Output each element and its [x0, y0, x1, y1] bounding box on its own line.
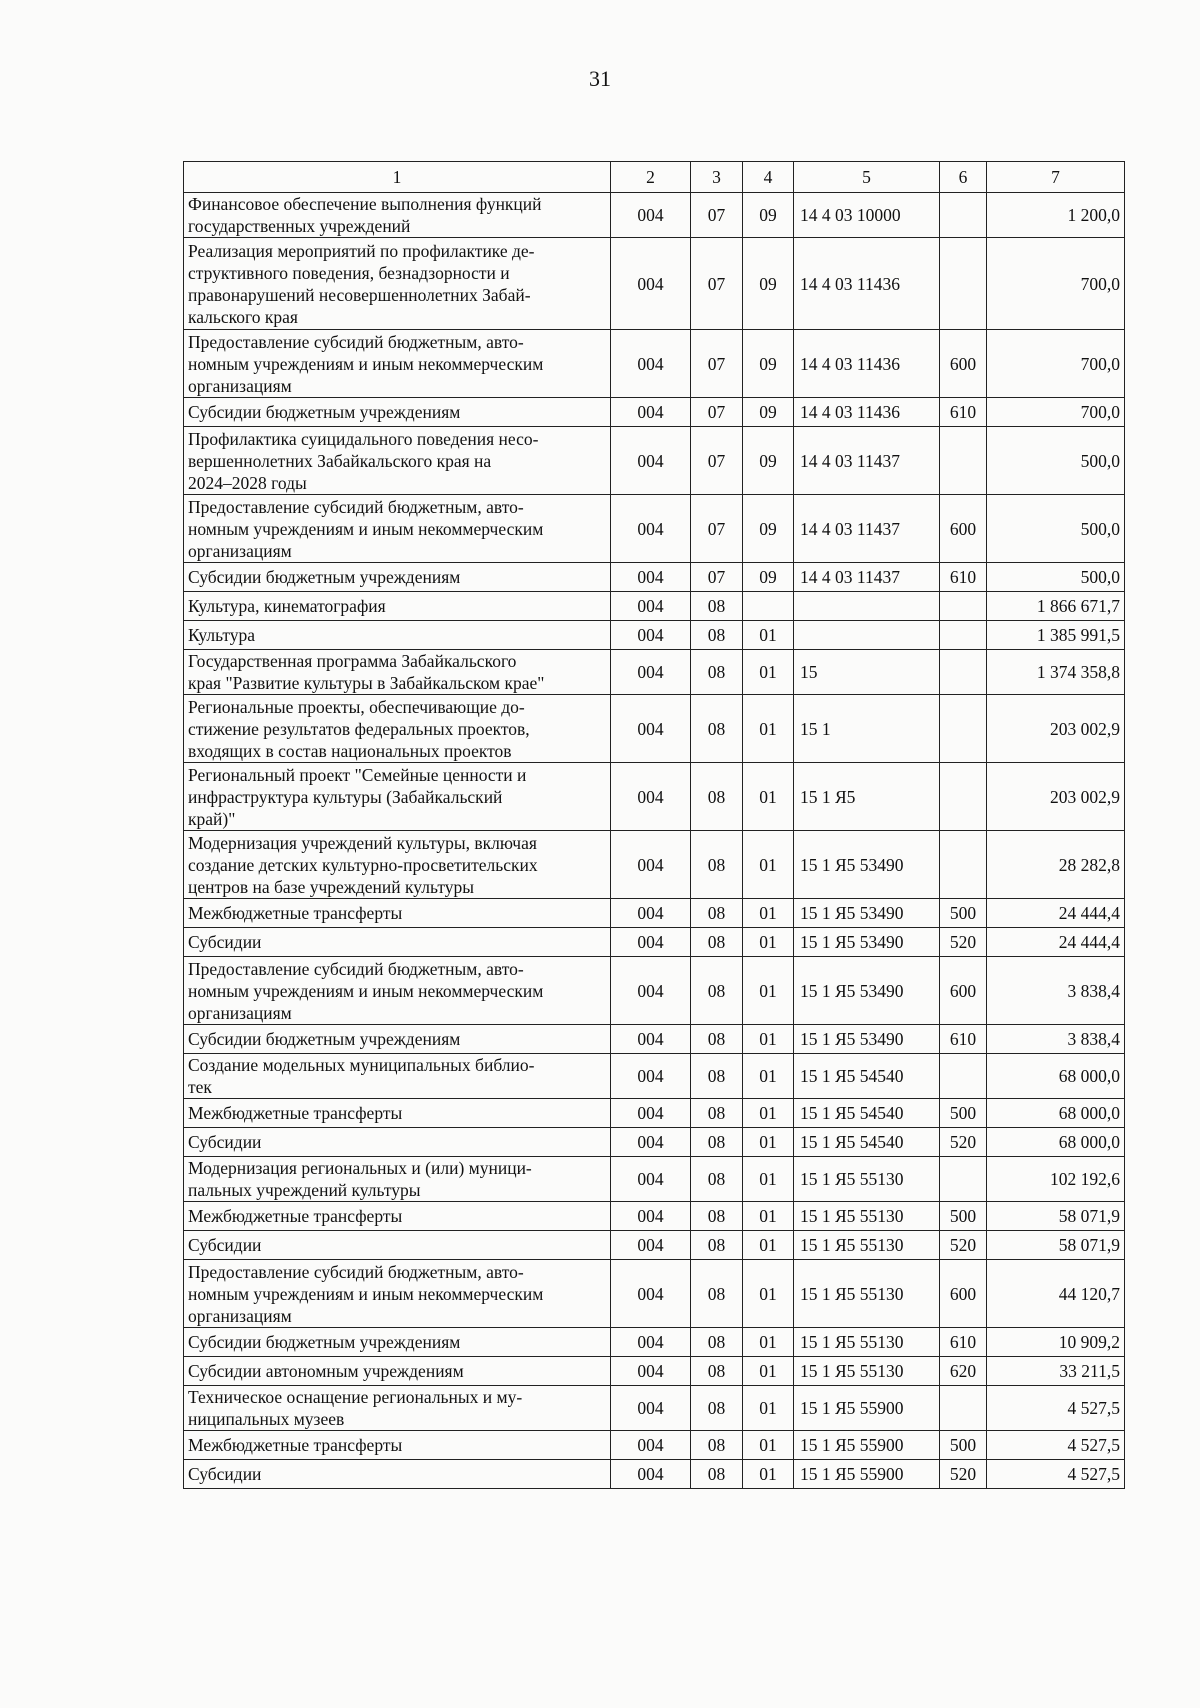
target-article-code-cell: 15 1 Я5 55130 — [794, 1328, 940, 1357]
target-article-code-cell: 14 4 03 11437 — [794, 563, 940, 592]
subsection-code-cell: 09 — [743, 238, 794, 330]
row-description-cell: Культура, кинематография — [184, 592, 611, 621]
amount-cell: 68 000,0 — [987, 1054, 1125, 1099]
ministry-code-cell: 004 — [611, 1357, 691, 1386]
column-header: 6 — [940, 162, 987, 193]
row-description-cell: Субсидии автономным учреждениям — [184, 1357, 611, 1386]
section-code-cell: 08 — [691, 1260, 743, 1328]
target-article-code-cell: 14 4 03 11437 — [794, 427, 940, 495]
target-article-code-cell: 15 1 Я5 55900 — [794, 1386, 940, 1431]
ministry-code-cell: 004 — [611, 592, 691, 621]
subsection-code-cell: 09 — [743, 495, 794, 563]
row-description-cell: Субсидии — [184, 1460, 611, 1489]
target-article-code-cell: 15 1 Я5 54540 — [794, 1099, 940, 1128]
target-article-code-cell: 15 1 Я5 55130 — [794, 1202, 940, 1231]
target-article-code-cell: 15 1 — [794, 695, 940, 763]
ministry-code-cell: 004 — [611, 1202, 691, 1231]
subsection-code-cell: 01 — [743, 695, 794, 763]
expense-type-code-cell: 610 — [940, 398, 987, 427]
row-description-cell: Субсидии бюджетным учреждениям — [184, 398, 611, 427]
expense-type-code-cell — [940, 427, 987, 495]
ministry-code-cell: 004 — [611, 330, 691, 398]
section-code-cell: 08 — [691, 928, 743, 957]
section-code-cell: 08 — [691, 695, 743, 763]
amount-cell: 500,0 — [987, 563, 1125, 592]
expense-type-code-cell: 610 — [940, 1025, 987, 1054]
subsection-code-cell: 01 — [743, 1431, 794, 1460]
section-code-cell: 08 — [691, 1054, 743, 1099]
target-article-code-cell: 14 4 03 11436 — [794, 238, 940, 330]
expense-type-code-cell: 520 — [940, 928, 987, 957]
target-article-code-cell: 15 1 Я5 55900 — [794, 1431, 940, 1460]
target-article-code-cell — [794, 592, 940, 621]
target-article-code-cell: 15 1 Я5 — [794, 763, 940, 831]
amount-cell: 500,0 — [987, 495, 1125, 563]
row-description-cell: Межбюджетные трансферты — [184, 899, 611, 928]
table-row — [184, 1202, 1125, 1231]
target-article-code-cell: 15 1 Я5 53490 — [794, 928, 940, 957]
column-header: 4 — [743, 162, 794, 193]
table-row — [184, 193, 1125, 238]
ministry-code-cell: 004 — [611, 398, 691, 427]
subsection-code-cell: 09 — [743, 427, 794, 495]
ministry-code-cell: 004 — [611, 495, 691, 563]
subsection-code-cell: 01 — [743, 1025, 794, 1054]
expense-type-code-cell: 500 — [940, 1099, 987, 1128]
column-header: 3 — [691, 162, 743, 193]
subsection-code-cell: 09 — [743, 330, 794, 398]
section-code-cell: 08 — [691, 1231, 743, 1260]
ministry-code-cell: 004 — [611, 899, 691, 928]
section-code-cell: 07 — [691, 563, 743, 592]
section-code-cell: 08 — [691, 831, 743, 899]
amount-cell: 500,0 — [987, 427, 1125, 495]
expense-type-code-cell — [940, 763, 987, 831]
expense-type-code-cell: 600 — [940, 330, 987, 398]
table-row — [184, 1260, 1125, 1328]
expense-type-code-cell: 610 — [940, 1328, 987, 1357]
section-code-cell: 08 — [691, 1386, 743, 1431]
expense-type-code-cell — [940, 650, 987, 695]
target-article-code-cell: 15 1 Я5 55130 — [794, 1357, 940, 1386]
row-description-cell: Субсидии — [184, 1231, 611, 1260]
subsection-code-cell: 01 — [743, 1202, 794, 1231]
section-code-cell: 08 — [691, 1202, 743, 1231]
column-header: 2 — [611, 162, 691, 193]
subsection-code-cell: 09 — [743, 193, 794, 238]
subsection-code-cell: 01 — [743, 831, 794, 899]
target-article-code-cell: 14 4 03 11436 — [794, 398, 940, 427]
section-code-cell: 08 — [691, 763, 743, 831]
section-code-cell: 07 — [691, 427, 743, 495]
amount-cell: 44 120,7 — [987, 1260, 1125, 1328]
amount-cell: 4 527,5 — [987, 1460, 1125, 1489]
section-code-cell: 08 — [691, 1025, 743, 1054]
subsection-code-cell: 01 — [743, 1099, 794, 1128]
row-description-cell: Предоставление субсидий бюджетным, авто- номным учреждениям и иным некоммерческим организациям — [184, 495, 611, 563]
table-row — [184, 1025, 1125, 1054]
amount-cell: 68 000,0 — [987, 1099, 1125, 1128]
row-description-cell: Финансовое обеспечение выполнения функций государственных учреждений — [184, 193, 611, 238]
subsection-code-cell: 09 — [743, 563, 794, 592]
target-article-code-cell: 15 1 Я5 53490 — [794, 899, 940, 928]
section-code-cell: 08 — [691, 621, 743, 650]
target-article-code-cell: 15 1 Я5 55130 — [794, 1157, 940, 1202]
ministry-code-cell: 004 — [611, 831, 691, 899]
ministry-code-cell: 004 — [611, 1099, 691, 1128]
subsection-code-cell: 01 — [743, 899, 794, 928]
ministry-code-cell: 004 — [611, 563, 691, 592]
expense-type-code-cell — [940, 592, 987, 621]
row-description-cell: Региональный проект "Семейные ценности и инфраструктура культуры (Забайкальский край)" — [184, 763, 611, 831]
section-code-cell: 08 — [691, 1328, 743, 1357]
section-code-cell: 08 — [691, 957, 743, 1025]
table-row — [184, 1386, 1125, 1431]
table-row — [184, 650, 1125, 695]
ministry-code-cell: 004 — [611, 1054, 691, 1099]
ministry-code-cell: 004 — [611, 650, 691, 695]
section-code-cell: 08 — [691, 1460, 743, 1489]
table-row — [184, 592, 1125, 621]
column-header: 1 — [184, 162, 611, 193]
ministry-code-cell: 004 — [611, 763, 691, 831]
expense-type-code-cell: 500 — [940, 1431, 987, 1460]
expense-type-code-cell — [940, 193, 987, 238]
column-header: 5 — [794, 162, 940, 193]
target-article-code-cell — [794, 621, 940, 650]
row-description-cell: Модернизация региональных и (или) муници- пальных учреждений культуры — [184, 1157, 611, 1202]
row-description-cell: Модернизация учреждений культуры, включая создание детских культурно-просветительских центров на базе учреждений культуры — [184, 831, 611, 899]
expense-type-code-cell: 520 — [940, 1231, 987, 1260]
subsection-code-cell: 01 — [743, 1260, 794, 1328]
amount-cell: 203 002,9 — [987, 763, 1125, 831]
row-description-cell: Предоставление субсидий бюджетным, авто- номным учреждениям и иным некоммерческим организациям — [184, 957, 611, 1025]
expense-type-code-cell: 620 — [940, 1357, 987, 1386]
table-header-row — [184, 162, 1125, 193]
row-description-cell: Субсидии — [184, 928, 611, 957]
table-row — [184, 1054, 1125, 1099]
subsection-code-cell — [743, 592, 794, 621]
ministry-code-cell: 004 — [611, 238, 691, 330]
ministry-code-cell: 004 — [611, 1386, 691, 1431]
table-row — [184, 1357, 1125, 1386]
table-row — [184, 563, 1125, 592]
amount-cell: 24 444,4 — [987, 928, 1125, 957]
ministry-code-cell: 004 — [611, 1328, 691, 1357]
row-description-cell: Реализация мероприятий по профилактике де- структивного поведения, безнадзорности и правонарушений несовершеннолетних Забай- кальского края — [184, 238, 611, 330]
table-row — [184, 427, 1125, 495]
target-article-code-cell: 14 4 03 11437 — [794, 495, 940, 563]
expense-type-code-cell — [940, 695, 987, 763]
section-code-cell: 08 — [691, 592, 743, 621]
ministry-code-cell: 004 — [611, 621, 691, 650]
subsection-code-cell: 01 — [743, 1386, 794, 1431]
section-code-cell: 08 — [691, 1128, 743, 1157]
expense-type-code-cell: 500 — [940, 899, 987, 928]
section-code-cell: 08 — [691, 1357, 743, 1386]
expense-type-code-cell: 520 — [940, 1460, 987, 1489]
amount-cell: 1 374 358,8 — [987, 650, 1125, 695]
section-code-cell: 07 — [691, 238, 743, 330]
table-row — [184, 1128, 1125, 1157]
table-row — [184, 1099, 1125, 1128]
amount-cell: 1 385 991,5 — [987, 621, 1125, 650]
row-description-cell: Предоставление субсидий бюджетным, авто- номным учреждениям и иным некоммерческим организациям — [184, 1260, 611, 1328]
amount-cell: 102 192,6 — [987, 1157, 1125, 1202]
amount-cell: 33 211,5 — [987, 1357, 1125, 1386]
amount-cell: 1 200,0 — [987, 193, 1125, 238]
section-code-cell: 07 — [691, 330, 743, 398]
ministry-code-cell: 004 — [611, 1260, 691, 1328]
amount-cell: 58 071,9 — [987, 1202, 1125, 1231]
table-row — [184, 831, 1125, 899]
row-description-cell: Субсидии — [184, 1128, 611, 1157]
ministry-code-cell: 004 — [611, 1460, 691, 1489]
row-description-cell: Профилактика суицидального поведения несо- вершеннолетних Забайкальского края на 2024–2028 годы — [184, 427, 611, 495]
amount-cell: 68 000,0 — [987, 1128, 1125, 1157]
subsection-code-cell: 01 — [743, 1328, 794, 1357]
row-description-cell: Региональные проекты, обеспечивающие до- стижение результатов федеральных проектов, входящих в состав национальных проектов — [184, 695, 611, 763]
row-description-cell: Техническое оснащение региональных и му- ниципальных музеев — [184, 1386, 611, 1431]
expense-type-code-cell — [940, 1386, 987, 1431]
section-code-cell: 07 — [691, 495, 743, 563]
amount-cell: 58 071,9 — [987, 1231, 1125, 1260]
expense-type-code-cell: 600 — [940, 957, 987, 1025]
page-number: 31 — [589, 66, 611, 91]
section-code-cell: 08 — [691, 1431, 743, 1460]
table-row — [184, 495, 1125, 563]
subsection-code-cell: 01 — [743, 1157, 794, 1202]
row-description-cell: Субсидии бюджетным учреждениям — [184, 1025, 611, 1054]
target-article-code-cell: 15 1 Я5 55130 — [794, 1260, 940, 1328]
row-description-cell: Межбюджетные трансферты — [184, 1099, 611, 1128]
ministry-code-cell: 004 — [611, 1231, 691, 1260]
subsection-code-cell: 01 — [743, 621, 794, 650]
table-row — [184, 763, 1125, 831]
table-row — [184, 1157, 1125, 1202]
amount-cell: 3 838,4 — [987, 957, 1125, 1025]
section-code-cell: 07 — [691, 398, 743, 427]
subsection-code-cell: 01 — [743, 957, 794, 1025]
ministry-code-cell: 004 — [611, 1128, 691, 1157]
target-article-code-cell: 14 4 03 10000 — [794, 193, 940, 238]
target-article-code-cell: 15 1 Я5 54540 — [794, 1054, 940, 1099]
expense-type-code-cell — [940, 1157, 987, 1202]
target-article-code-cell: 15 1 Я5 53490 — [794, 957, 940, 1025]
target-article-code-cell: 15 1 Я5 53490 — [794, 831, 940, 899]
subsection-code-cell: 01 — [743, 763, 794, 831]
amount-cell: 700,0 — [987, 330, 1125, 398]
expense-type-code-cell: 610 — [940, 563, 987, 592]
target-article-code-cell: 15 1 Я5 55900 — [794, 1460, 940, 1489]
table-row — [184, 238, 1125, 330]
amount-cell: 28 282,8 — [987, 831, 1125, 899]
target-article-code-cell: 15 1 Я5 53490 — [794, 1025, 940, 1054]
ministry-code-cell: 004 — [611, 695, 691, 763]
ministry-code-cell: 004 — [611, 1157, 691, 1202]
amount-cell: 24 444,4 — [987, 899, 1125, 928]
row-description-cell: Культура — [184, 621, 611, 650]
row-description-cell: Межбюджетные трансферты — [184, 1431, 611, 1460]
section-code-cell: 08 — [691, 1157, 743, 1202]
target-article-code-cell: 15 — [794, 650, 940, 695]
table-row — [184, 330, 1125, 398]
ministry-code-cell: 004 — [611, 427, 691, 495]
amount-cell: 10 909,2 — [987, 1328, 1125, 1357]
ministry-code-cell: 004 — [611, 1431, 691, 1460]
target-article-code-cell: 15 1 Я5 55130 — [794, 1231, 940, 1260]
table-row — [184, 1431, 1125, 1460]
ministry-code-cell: 004 — [611, 928, 691, 957]
row-description-cell: Субсидии бюджетным учреждениям — [184, 563, 611, 592]
amount-cell: 4 527,5 — [987, 1386, 1125, 1431]
table-row — [184, 398, 1125, 427]
table-row — [184, 928, 1125, 957]
subsection-code-cell: 01 — [743, 1128, 794, 1157]
target-article-code-cell: 15 1 Я5 54540 — [794, 1128, 940, 1157]
table-row — [184, 957, 1125, 1025]
amount-cell: 4 527,5 — [987, 1431, 1125, 1460]
expense-type-code-cell: 600 — [940, 495, 987, 563]
amount-cell: 203 002,9 — [987, 695, 1125, 763]
table-row — [184, 695, 1125, 763]
table-row — [184, 1328, 1125, 1357]
row-description-cell: Субсидии бюджетным учреждениям — [184, 1328, 611, 1357]
expense-type-code-cell: 500 — [940, 1202, 987, 1231]
section-code-cell: 08 — [691, 650, 743, 695]
subsection-code-cell: 01 — [743, 1054, 794, 1099]
subsection-code-cell: 01 — [743, 928, 794, 957]
subsection-code-cell: 01 — [743, 1231, 794, 1260]
ministry-code-cell: 004 — [611, 957, 691, 1025]
expense-type-code-cell — [940, 831, 987, 899]
expense-type-code-cell — [940, 1054, 987, 1099]
table-row — [184, 621, 1125, 650]
column-header: 7 — [987, 162, 1125, 193]
expense-type-code-cell: 600 — [940, 1260, 987, 1328]
row-description-cell: Предоставление субсидий бюджетным, авто- номным учреждениям и иным некоммерческим организациям — [184, 330, 611, 398]
amount-cell: 3 838,4 — [987, 1025, 1125, 1054]
ministry-code-cell: 004 — [611, 193, 691, 238]
row-description-cell: Государственная программа Забайкальского края "Развитие культуры в Забайкальском крае" — [184, 650, 611, 695]
table-row — [184, 899, 1125, 928]
amount-cell: 700,0 — [987, 238, 1125, 330]
ministry-code-cell: 004 — [611, 1025, 691, 1054]
expense-type-code-cell — [940, 621, 987, 650]
row-description-cell: Создание модельных муниципальных библио- тек — [184, 1054, 611, 1099]
subsection-code-cell: 01 — [743, 1357, 794, 1386]
amount-cell: 700,0 — [987, 398, 1125, 427]
budget-table — [183, 161, 1125, 1489]
table-row — [184, 1460, 1125, 1489]
expense-type-code-cell — [940, 238, 987, 330]
target-article-code-cell: 14 4 03 11436 — [794, 330, 940, 398]
row-description-cell: Межбюджетные трансферты — [184, 1202, 611, 1231]
expense-type-code-cell: 520 — [940, 1128, 987, 1157]
section-code-cell: 08 — [691, 899, 743, 928]
subsection-code-cell: 09 — [743, 398, 794, 427]
subsection-code-cell: 01 — [743, 1460, 794, 1489]
section-code-cell: 08 — [691, 1099, 743, 1128]
amount-cell: 1 866 671,7 — [987, 592, 1125, 621]
section-code-cell: 07 — [691, 193, 743, 238]
table-row — [184, 1231, 1125, 1260]
subsection-code-cell: 01 — [743, 650, 794, 695]
